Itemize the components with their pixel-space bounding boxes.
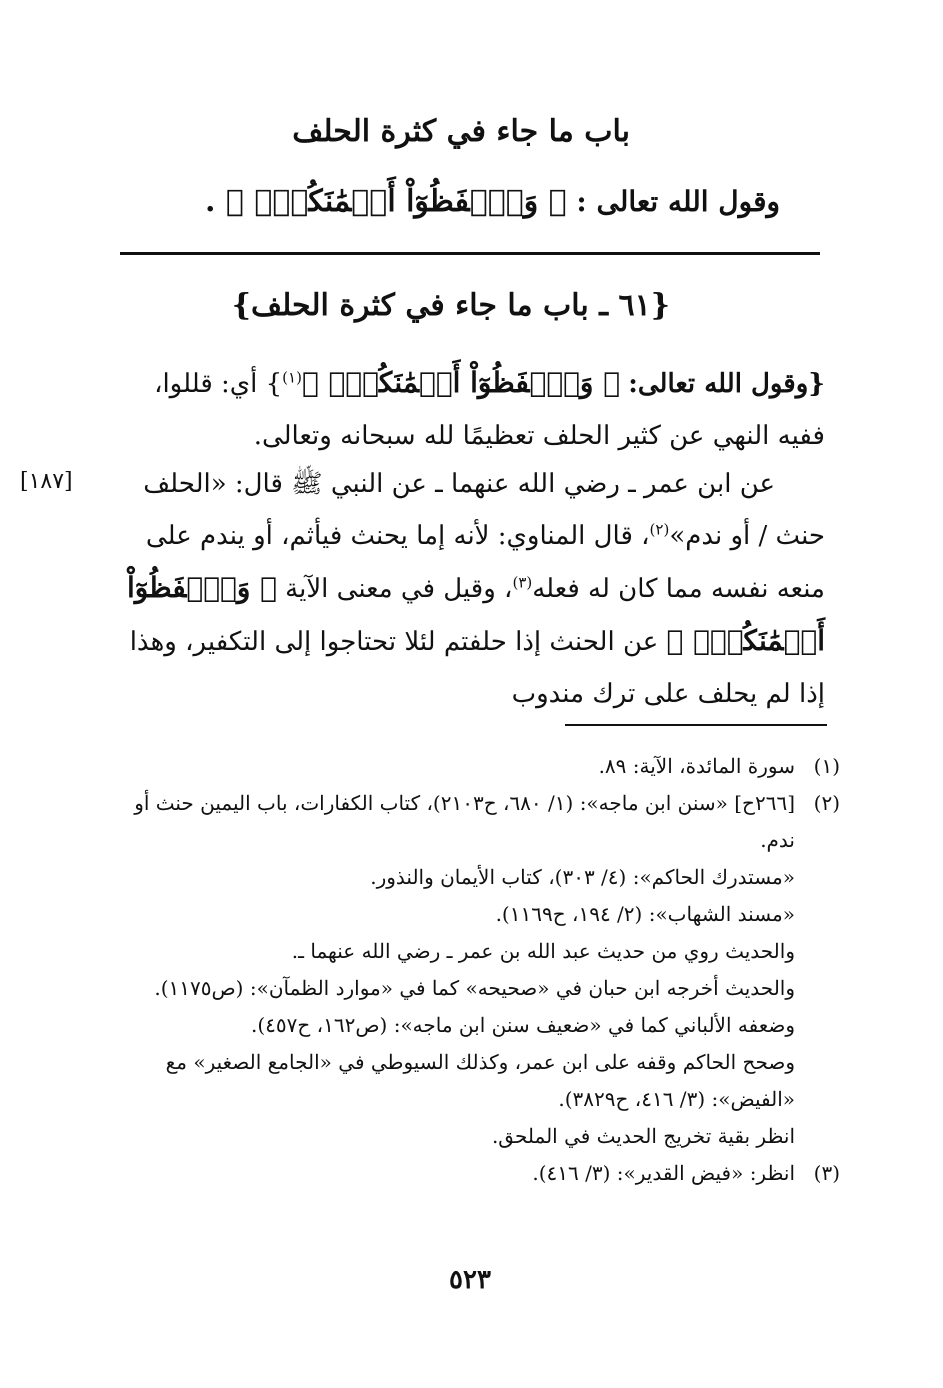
footnote-ref-1[interactable]: (١) — [282, 368, 302, 387]
chapter-title: باب ما جاء في كثرة الحلف — [292, 114, 630, 149]
margin-reference: [١٨٧] — [20, 469, 73, 494]
footnote-ref-2[interactable]: (٢) — [649, 520, 670, 539]
quote-intro: وقول الله تعالى : — [576, 185, 780, 218]
paragraph-1 — [120, 357, 825, 462]
footnote-line: انظر بقية تخريج الحديث في الملحق. — [491, 1124, 795, 1148]
footnote-number: (٢) — [813, 791, 840, 815]
footnote-line: سورة المائدة، الآية: ٨٩. — [598, 754, 795, 778]
header-divider — [120, 252, 820, 255]
footnote-line: والحديث روي من حديث عبد الله بن عمر ـ رضي الله عنهما ـ. — [291, 939, 795, 963]
quote-ayah: ﴿ وَٱحۡفَظُوٓاْ أَيۡمَٰنَكُمۡۚ ﴾ . — [205, 184, 567, 219]
footnote-number: (٣) — [813, 1161, 840, 1185]
footnote-line: [٢٦٦ح] «سنن ابن ماجه»: (١/ ٦٨٠، ح٢١٠٣)، كتاب الكفارات، باب اليمين حنث أو ندم. — [134, 791, 795, 852]
p2-text-a: عن ابن عمر ـ رضي الله عنهما ـ عن النبي ﷺ قال: «الحلف حنث / أو ندم» — [143, 469, 825, 551]
p2-text-b: ، قال المناوي: لأنه إما يحنث فيأثم، أو يندم على منعه نفسه مما كان له فعله — [145, 521, 825, 604]
section-heading: {٦١ ـ باب ما جاء في كثرة الحلف} — [231, 288, 670, 323]
chapter-quote — [205, 180, 780, 224]
footnote-line: «مستدرك الحاكم»: (٤/ ٣٠٣)، كتاب الأيمان والنذور. — [370, 865, 795, 889]
page-number: ٥٢٣ — [449, 1265, 491, 1295]
p1-rest: } أي: قللوا، ففيه النهي عن كثير الحلف تعظيمًا لله سبحانه وتعالى. — [154, 369, 825, 451]
footnote-line: «مسند الشهاب»: (٢/ ١٩٤، ح١١٦٩). — [495, 902, 795, 926]
p1-ayah: ﴿ وَٱحۡفَظُوٓاْ أَيۡمَٰنَكُمۡۚ ﴾ — [301, 366, 621, 399]
footnote-number: (١) — [813, 754, 840, 778]
footnotes — [120, 748, 840, 1192]
paragraph-2 — [120, 458, 825, 720]
p2-text-c: ، وقيل في معنى الآية — [285, 574, 513, 604]
footnote-3 — [120, 1155, 840, 1192]
footnote-line: انظر: «فيض القدير»: (٣/ ٤١٦). — [532, 1161, 795, 1185]
p2-text-d: عن الحنث إذا حلفتم لئلا تحتاجوا إلى التكفير، وهذا إذا لم يحلف على ترك مندوب — [129, 627, 825, 709]
footnote-divider — [565, 724, 827, 726]
p2-ayah: ﴿ وَٱحۡفَظُوٓاْ أَيۡمَٰنَكُمۡۚ ﴾ — [127, 571, 825, 657]
footnote-2 — [120, 785, 840, 1155]
p1-intro: {وقول الله تعالى: — [628, 369, 825, 399]
footnote-ref-3[interactable]: (٣) — [512, 573, 533, 592]
footnote-line: وصحح الحاكم وقفه على ابن عمر، وكذلك السيوطي في «الجامع الصغير» مع «الفيض»: (٣/ ٤١٦، ح٣٨٢٩). — [165, 1050, 795, 1111]
footnote-1 — [120, 748, 840, 785]
footnote-line: والحديث أخرجه ابن حبان في «صحيحه» كما في «موارد الظمآن»: (ص١١٧٥). — [154, 976, 795, 1000]
footnote-line: وضعفه الألباني كما في «ضعيف سنن ابن ماجه»: (ص١٦٢، ح٤٥٧). — [250, 1013, 795, 1037]
